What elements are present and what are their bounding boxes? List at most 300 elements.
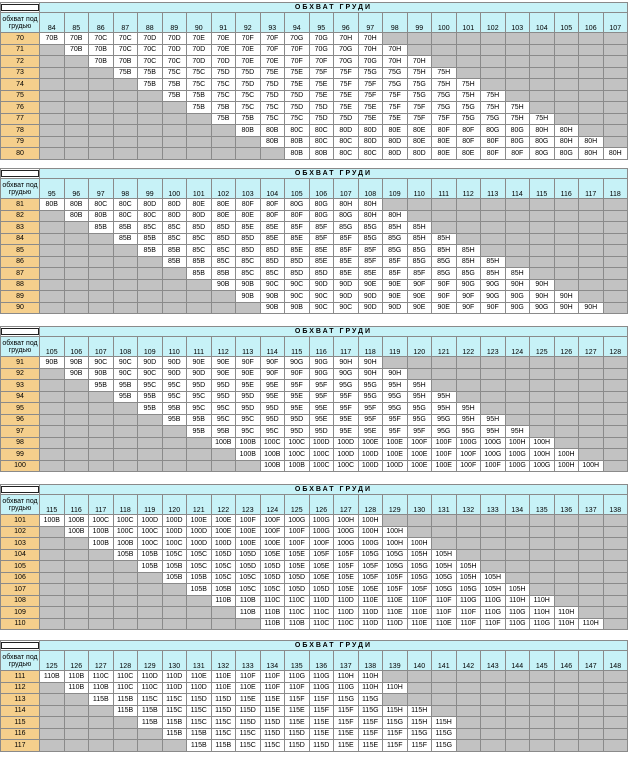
size-cell: 90G bbox=[481, 291, 506, 303]
empty-cell bbox=[530, 222, 555, 234]
empty-cell bbox=[530, 526, 555, 538]
empty-cell bbox=[579, 705, 604, 717]
empty-cell bbox=[603, 671, 628, 683]
empty-cell bbox=[554, 538, 579, 550]
row-label: 105 bbox=[1, 561, 40, 573]
size-cell: 105F bbox=[334, 549, 359, 561]
size-cell: 95F bbox=[383, 426, 408, 438]
size-cell: 115B bbox=[89, 694, 114, 706]
size-cell: 90F bbox=[236, 357, 261, 369]
empty-cell bbox=[579, 515, 604, 527]
size-cell: 75G bbox=[358, 67, 383, 79]
size-cell: 80D bbox=[187, 210, 212, 222]
size-cell: 90F bbox=[260, 357, 285, 369]
size-cell: 80H bbox=[358, 210, 383, 222]
empty-cell bbox=[530, 538, 555, 550]
empty-cell bbox=[407, 526, 432, 538]
size-cell: 90C bbox=[285, 279, 310, 291]
size-cell: 90B bbox=[260, 291, 285, 303]
column-header: 129 bbox=[138, 651, 163, 671]
column-header: 102 bbox=[211, 179, 236, 199]
empty-cell bbox=[89, 705, 114, 717]
size-cell: 115F bbox=[358, 728, 383, 740]
empty-cell bbox=[407, 671, 432, 683]
size-cell: 80D bbox=[358, 136, 383, 148]
size-cell: 90C bbox=[138, 368, 163, 380]
size-cell: 75G bbox=[432, 90, 457, 102]
column-header: 112 bbox=[456, 179, 481, 199]
column-header: 118 bbox=[603, 179, 628, 199]
empty-cell bbox=[530, 199, 555, 211]
size-cell: 80F bbox=[481, 136, 506, 148]
size-cell: 100B bbox=[285, 460, 310, 472]
column-header: 145 bbox=[530, 651, 555, 671]
size-cell: 80C bbox=[334, 136, 359, 148]
size-cell: 85G bbox=[432, 268, 457, 280]
size-cell: 115E bbox=[285, 717, 310, 729]
empty-cell bbox=[603, 391, 628, 403]
column-header: 110 bbox=[407, 179, 432, 199]
size-cell: 100H bbox=[383, 538, 408, 550]
size-cell: 105D bbox=[285, 572, 310, 584]
column-header: 114 bbox=[505, 179, 530, 199]
row-label: 113 bbox=[1, 694, 40, 706]
size-cell: 70C bbox=[162, 56, 187, 68]
column-header: 135 bbox=[285, 651, 310, 671]
empty-cell bbox=[89, 79, 114, 91]
empty-cell bbox=[530, 368, 555, 380]
size-cell: 75B bbox=[211, 113, 236, 125]
size-cell: 100H bbox=[554, 449, 579, 461]
size-cell: 80F bbox=[456, 125, 481, 137]
row-header-label: обхват под грудью bbox=[1, 13, 40, 33]
size-cell: 105H bbox=[407, 549, 432, 561]
name-box[interactable] bbox=[1, 327, 40, 337]
name-box[interactable] bbox=[1, 169, 40, 179]
column-header: 124 bbox=[260, 495, 285, 515]
size-cell: 90D bbox=[358, 291, 383, 303]
size-cell: 90G bbox=[505, 291, 530, 303]
size-cell: 90E bbox=[383, 291, 408, 303]
empty-cell bbox=[456, 694, 481, 706]
size-cell: 90F bbox=[432, 279, 457, 291]
empty-cell bbox=[603, 426, 628, 438]
row-label: 96 bbox=[1, 414, 40, 426]
size-cell: 100B bbox=[89, 526, 114, 538]
row-label: 84 bbox=[1, 233, 40, 245]
size-cell: 80F bbox=[260, 210, 285, 222]
size-cell: 100D bbox=[334, 437, 359, 449]
empty-cell bbox=[40, 460, 65, 472]
row-label: 94 bbox=[1, 391, 40, 403]
column-header: 105 bbox=[285, 179, 310, 199]
empty-cell bbox=[481, 391, 506, 403]
row-label: 89 bbox=[1, 291, 40, 303]
empty-cell bbox=[89, 437, 114, 449]
empty-cell bbox=[530, 426, 555, 438]
size-cell: 80F bbox=[285, 210, 310, 222]
empty-cell bbox=[554, 437, 579, 449]
size-cell: 75C bbox=[236, 90, 261, 102]
empty-cell bbox=[113, 268, 138, 280]
size-cell: 105E bbox=[358, 584, 383, 596]
empty-cell bbox=[432, 705, 457, 717]
size-cell: 95G bbox=[432, 414, 457, 426]
size-cell: 115C bbox=[162, 694, 187, 706]
empty-cell bbox=[554, 515, 579, 527]
empty-cell bbox=[138, 607, 163, 619]
size-cell: 75E bbox=[285, 79, 310, 91]
name-box-input[interactable] bbox=[1, 328, 39, 335]
size-cell: 85F bbox=[383, 256, 408, 268]
size-cell: 90G bbox=[456, 279, 481, 291]
empty-cell bbox=[383, 357, 408, 369]
name-box-input[interactable] bbox=[1, 170, 39, 177]
empty-cell bbox=[505, 682, 530, 694]
empty-cell bbox=[89, 607, 114, 619]
empty-cell bbox=[481, 67, 506, 79]
empty-cell bbox=[603, 210, 628, 222]
empty-cell bbox=[481, 222, 506, 234]
empty-cell bbox=[211, 291, 236, 303]
empty-cell bbox=[40, 90, 65, 102]
empty-cell bbox=[603, 368, 628, 380]
empty-cell bbox=[407, 368, 432, 380]
size-cell: 75F bbox=[334, 79, 359, 91]
size-cell: 85D bbox=[236, 233, 261, 245]
empty-cell bbox=[162, 125, 187, 137]
size-cell: 70F bbox=[260, 44, 285, 56]
size-cell: 75C bbox=[162, 67, 187, 79]
empty-cell bbox=[432, 694, 457, 706]
size-cell: 115B bbox=[187, 728, 212, 740]
row-label: 111 bbox=[1, 671, 40, 683]
size-cell: 115B bbox=[138, 705, 163, 717]
empty-cell bbox=[554, 268, 579, 280]
size-cell: 110H bbox=[358, 671, 383, 683]
empty-cell bbox=[603, 705, 628, 717]
empty-cell bbox=[162, 148, 187, 160]
empty-cell bbox=[456, 56, 481, 68]
empty-cell bbox=[432, 380, 457, 392]
size-cell: 70D bbox=[187, 44, 212, 56]
empty-cell bbox=[236, 460, 261, 472]
size-cell: 110B bbox=[285, 618, 310, 630]
column-header: 106 bbox=[309, 179, 334, 199]
size-cell: 115G bbox=[432, 728, 457, 740]
column-header: 139 bbox=[383, 651, 408, 671]
size-cell: 75D bbox=[260, 90, 285, 102]
row-label: 81 bbox=[1, 199, 40, 211]
size-cell: 115E bbox=[285, 705, 310, 717]
size-cell: 100H bbox=[579, 460, 604, 472]
empty-cell bbox=[40, 136, 65, 148]
size-cell: 95F bbox=[334, 391, 359, 403]
empty-cell bbox=[554, 199, 579, 211]
name-box-input[interactable] bbox=[1, 642, 39, 649]
size-cell: 90C bbox=[260, 279, 285, 291]
empty-cell bbox=[162, 618, 187, 630]
empty-cell bbox=[138, 148, 163, 160]
size-cell: 115C bbox=[187, 705, 212, 717]
name-box-input[interactable] bbox=[1, 486, 39, 493]
size-cell: 115E bbox=[309, 717, 334, 729]
size-cell: 100C bbox=[309, 460, 334, 472]
empty-cell bbox=[530, 414, 555, 426]
empty-cell bbox=[162, 113, 187, 125]
size-cell: 100H bbox=[554, 460, 579, 472]
empty-cell bbox=[40, 705, 65, 717]
empty-cell bbox=[187, 125, 212, 137]
column-header: 117 bbox=[334, 337, 359, 357]
size-cell: 105D bbox=[309, 584, 334, 596]
size-cell: 90F bbox=[407, 279, 432, 291]
size-cell: 100G bbox=[505, 460, 530, 472]
size-cell: 75F bbox=[407, 113, 432, 125]
size-cell: 90D bbox=[334, 291, 359, 303]
size-cell: 70B bbox=[64, 33, 89, 45]
empty-cell bbox=[603, 268, 628, 280]
empty-cell bbox=[456, 380, 481, 392]
size-cell: 70F bbox=[285, 56, 310, 68]
empty-cell bbox=[603, 44, 628, 56]
empty-cell bbox=[64, 705, 89, 717]
size-cell: 90E bbox=[383, 279, 408, 291]
empty-cell bbox=[456, 682, 481, 694]
size-cell: 115G bbox=[432, 740, 457, 752]
size-cell: 70E bbox=[260, 56, 285, 68]
empty-cell bbox=[113, 607, 138, 619]
size-cell: 105D bbox=[211, 549, 236, 561]
size-cell: 105C bbox=[236, 572, 261, 584]
size-cell: 85D bbox=[309, 268, 334, 280]
size-cell: 85E bbox=[260, 233, 285, 245]
size-cell: 75D bbox=[211, 67, 236, 79]
size-cell: 85C bbox=[162, 233, 187, 245]
size-cell: 90D bbox=[358, 302, 383, 314]
size-cell: 80D bbox=[383, 136, 408, 148]
empty-cell bbox=[138, 136, 163, 148]
size-cell: 115H bbox=[407, 717, 432, 729]
empty-cell bbox=[530, 694, 555, 706]
column-header: 111 bbox=[432, 179, 457, 199]
column-header: 99 bbox=[138, 179, 163, 199]
size-cell: 90D bbox=[138, 357, 163, 369]
size-cell: 85H bbox=[407, 222, 432, 234]
column-header: 147 bbox=[579, 651, 604, 671]
size-cell: 110G bbox=[334, 682, 359, 694]
empty-cell bbox=[579, 391, 604, 403]
size-cell: 95F bbox=[407, 426, 432, 438]
empty-cell bbox=[113, 136, 138, 148]
size-cell: 95H bbox=[481, 414, 506, 426]
empty-cell bbox=[530, 79, 555, 91]
empty-cell bbox=[481, 368, 506, 380]
size-cell: 75C bbox=[211, 90, 236, 102]
empty-cell bbox=[456, 199, 481, 211]
name-box[interactable] bbox=[1, 485, 40, 495]
empty-cell bbox=[603, 245, 628, 257]
size-cell: 100D bbox=[211, 538, 236, 550]
size-cell: 100E bbox=[211, 515, 236, 527]
size-cell: 115C bbox=[187, 717, 212, 729]
row-label: 97 bbox=[1, 426, 40, 438]
empty-cell bbox=[579, 717, 604, 729]
empty-cell bbox=[481, 538, 506, 550]
size-cell: 70G bbox=[334, 56, 359, 68]
empty-cell bbox=[505, 717, 530, 729]
empty-cell bbox=[187, 279, 212, 291]
size-cell: 85B bbox=[138, 245, 163, 257]
row-label: 92 bbox=[1, 368, 40, 380]
size-cell: 100B bbox=[211, 437, 236, 449]
empty-cell bbox=[603, 302, 628, 314]
column-header: 95 bbox=[309, 13, 334, 33]
row-label: 106 bbox=[1, 572, 40, 584]
size-cell: 90B bbox=[211, 279, 236, 291]
size-cell: 100C bbox=[285, 449, 310, 461]
size-cell: 105D bbox=[236, 549, 261, 561]
empty-cell bbox=[481, 199, 506, 211]
size-cell: 100C bbox=[334, 460, 359, 472]
size-cell: 90E bbox=[211, 357, 236, 369]
column-header: 108 bbox=[113, 337, 138, 357]
empty-cell bbox=[40, 148, 65, 160]
size-cell: 85G bbox=[407, 245, 432, 257]
size-cell: 85G bbox=[456, 268, 481, 280]
empty-cell bbox=[138, 449, 163, 461]
size-cell: 90D bbox=[162, 368, 187, 380]
empty-cell bbox=[530, 572, 555, 584]
empty-cell bbox=[530, 102, 555, 114]
empty-cell bbox=[432, 526, 457, 538]
column-header: 118 bbox=[113, 495, 138, 515]
column-header: 97 bbox=[89, 179, 114, 199]
row-label: 114 bbox=[1, 705, 40, 717]
size-cell: 100H bbox=[383, 526, 408, 538]
empty-cell bbox=[603, 56, 628, 68]
size-cell: 95H bbox=[456, 414, 481, 426]
name-box[interactable] bbox=[1, 3, 40, 13]
empty-cell bbox=[505, 561, 530, 573]
empty-cell bbox=[187, 113, 212, 125]
size-cell: 75D bbox=[236, 79, 261, 91]
size-cell: 80E bbox=[211, 199, 236, 211]
empty-cell bbox=[481, 682, 506, 694]
empty-cell bbox=[383, 671, 408, 683]
column-header: 105 bbox=[554, 13, 579, 33]
row-label: 93 bbox=[1, 380, 40, 392]
size-cell: 80C bbox=[138, 210, 163, 222]
empty-cell bbox=[554, 671, 579, 683]
empty-cell bbox=[113, 102, 138, 114]
size-cell: 105B bbox=[113, 549, 138, 561]
size-cell: 85F bbox=[334, 233, 359, 245]
row-label: 85 bbox=[1, 245, 40, 257]
size-cell: 100G bbox=[456, 437, 481, 449]
empty-cell bbox=[505, 67, 530, 79]
size-cell: 75C bbox=[187, 79, 212, 91]
empty-cell bbox=[113, 584, 138, 596]
size-cell: 85E bbox=[358, 268, 383, 280]
size-cell: 70C bbox=[113, 44, 138, 56]
empty-cell bbox=[432, 33, 457, 45]
size-cell: 105F bbox=[358, 561, 383, 573]
size-cell: 100G bbox=[334, 526, 359, 538]
name-box[interactable] bbox=[1, 641, 40, 651]
size-cell: 70H bbox=[334, 33, 359, 45]
empty-cell bbox=[138, 113, 163, 125]
row-label: 74 bbox=[1, 79, 40, 91]
column-header: 104 bbox=[530, 13, 555, 33]
empty-cell bbox=[236, 618, 261, 630]
size-cell: 95E bbox=[236, 380, 261, 392]
size-cell: 115D bbox=[285, 740, 310, 752]
size-cell: 75H bbox=[530, 113, 555, 125]
size-cell: 115H bbox=[383, 705, 408, 717]
size-cell: 100D bbox=[309, 437, 334, 449]
empty-cell bbox=[113, 618, 138, 630]
size-cell: 110H bbox=[530, 607, 555, 619]
empty-cell bbox=[554, 113, 579, 125]
column-header: 89 bbox=[162, 13, 187, 33]
size-cell: 85E bbox=[334, 256, 359, 268]
empty-cell bbox=[554, 56, 579, 68]
size-cell: 115G bbox=[358, 705, 383, 717]
size-cell: 110G bbox=[456, 595, 481, 607]
size-cell: 115E bbox=[260, 694, 285, 706]
empty-cell bbox=[89, 291, 114, 303]
empty-cell bbox=[456, 538, 481, 550]
size-cell: 80H bbox=[579, 136, 604, 148]
size-cell: 80D bbox=[383, 148, 408, 160]
empty-cell bbox=[554, 572, 579, 584]
empty-cell bbox=[138, 90, 163, 102]
empty-cell bbox=[89, 403, 114, 415]
empty-cell bbox=[603, 79, 628, 91]
size-cell: 110H bbox=[554, 618, 579, 630]
size-cell: 100H bbox=[334, 515, 359, 527]
size-cell: 85G bbox=[432, 256, 457, 268]
size-cell: 90D bbox=[309, 279, 334, 291]
size-cell: 85B bbox=[113, 222, 138, 234]
size-cell: 80E bbox=[432, 136, 457, 148]
empty-cell bbox=[40, 414, 65, 426]
size-cell: 110G bbox=[481, 595, 506, 607]
name-box-input[interactable] bbox=[1, 4, 39, 11]
size-cell: 90D bbox=[383, 302, 408, 314]
size-cell: 85H bbox=[456, 256, 481, 268]
empty-cell bbox=[162, 302, 187, 314]
size-cell: 90F bbox=[285, 368, 310, 380]
empty-cell bbox=[162, 291, 187, 303]
size-cell: 80H bbox=[334, 199, 359, 211]
size-cell: 80D bbox=[138, 199, 163, 211]
column-header: 105 bbox=[40, 337, 65, 357]
empty-cell bbox=[407, 210, 432, 222]
size-cell: 90B bbox=[236, 279, 261, 291]
empty-cell bbox=[40, 380, 65, 392]
size-cell: 110E bbox=[432, 618, 457, 630]
size-cell: 70B bbox=[113, 56, 138, 68]
size-cell: 80B bbox=[40, 199, 65, 211]
empty-cell bbox=[64, 449, 89, 461]
column-header: 130 bbox=[162, 651, 187, 671]
empty-cell bbox=[187, 618, 212, 630]
size-cell: 70D bbox=[138, 33, 163, 45]
empty-cell bbox=[579, 449, 604, 461]
empty-cell bbox=[603, 113, 628, 125]
